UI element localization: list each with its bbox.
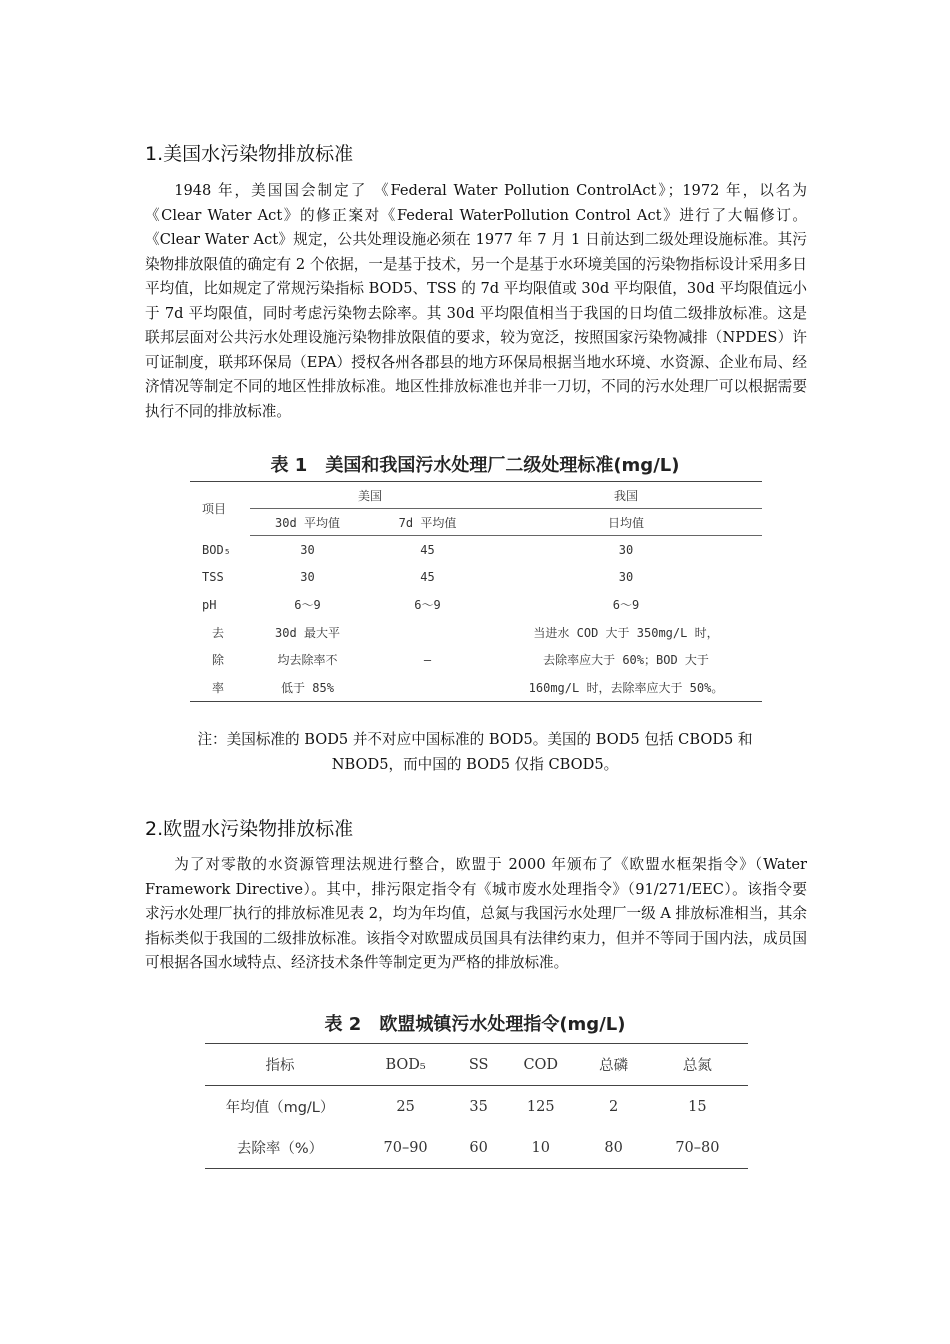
table1-row-item: pH (202, 597, 217, 612)
table1-cell: 当进水 COD 大于 350mg/L 时， (533, 625, 719, 640)
table2-caption: 表 2 欧盟城镇污水处理指令(mg/L) (324, 1014, 626, 1035)
table1-cell: 30d 最大平 (275, 625, 340, 640)
table1-note (150, 727, 800, 777)
table1-cell: 30 (618, 542, 634, 557)
table1-row-item: TSS (202, 570, 224, 585)
table1-caption: 表 1 美国和我国污水处理厂二级处理标准(mg/L) (270, 455, 680, 476)
table2-cell: 80 (604, 1139, 623, 1156)
table1-cell: – (423, 652, 432, 667)
table1-removal-item: 率 (212, 680, 225, 695)
table2-cell: 2 (608, 1098, 619, 1115)
table2-cell: 15 (688, 1098, 707, 1115)
table-row (205, 1127, 748, 1169)
table1-cell: 45 (420, 570, 435, 585)
table2-cell: 60 (469, 1139, 488, 1156)
table-row (205, 1086, 748, 1128)
table2-cell: 125 (526, 1098, 555, 1115)
table1-row-item: BOD₅ (202, 542, 231, 557)
table2-cell: 10 (531, 1139, 550, 1156)
table2-header-cell: 总磷 (580, 1044, 646, 1086)
table2-header-cell: 总氮 (647, 1044, 748, 1086)
section2-heading: 2.欧盟水污染物排放标准 (145, 818, 354, 840)
table1-header-item: 项目 (202, 502, 227, 517)
table1 (190, 481, 762, 702)
table1-sub-us-30d: 30d 平均值 (250, 509, 365, 536)
table-row (190, 619, 762, 647)
table-row (190, 536, 762, 564)
table-row (190, 564, 762, 592)
table1-sub-cn: 日均值 (490, 509, 762, 536)
table2 (205, 1043, 748, 1169)
table1-cell: 6～9 (414, 598, 441, 613)
table1-header-cn: 我国 (613, 488, 638, 503)
table2-header-cell: SS (456, 1044, 501, 1086)
table1-cell: 30 (618, 570, 634, 585)
table2-cell: 35 (469, 1098, 488, 1115)
table1-removal-item: 除 (212, 653, 225, 668)
table2-row-label: 去除率（%） (236, 1141, 324, 1157)
table1-cell: 均去除率不 (277, 653, 338, 668)
table2-cell: 70–80 (675, 1139, 720, 1156)
table1-cell: 45 (420, 542, 435, 557)
table1-cell: 30 (300, 542, 315, 557)
section2-paragraph: 为了对零散的水资源管理法规进行整合，欧盟于 2000 年颁布了《欧盟水框架指令》（Water Framework Directive）。其中，排污限定指令有《城市废水处理指令》（91/271/EEC）。该指令要求污水处理厂执行的排放标准见表 2，均为年均值，总氮与我国污水处理厂一级 A 排放标准相当，其余指标类似于我国的二级排放标准。该指令对欧盟成员国具有法律约束力，但并不等同于国内法，成员国可根据各国水域特点、经济技术条件等制定更为严格的排放标准。 (145, 856, 807, 971)
table-header-row (205, 1044, 748, 1086)
table1-header-us: 美国 (357, 488, 382, 503)
table1-cell: 去除率应大于 60%；BOD 大于 (543, 653, 709, 668)
table2-header-cell: BOD₅ (355, 1044, 456, 1086)
table1-cell: 低于 85% (281, 680, 334, 695)
table1-cell: 30 (300, 570, 315, 585)
table2-row-label: 年均值（mg/L） (225, 1100, 335, 1116)
table2-header-cell: 指标 (205, 1044, 355, 1086)
table1-cell: 6～9 (294, 598, 321, 613)
table2-header-cell: COD (501, 1044, 580, 1086)
note-line: 注：美国标准的 BOD5 并不对应中国标准的 BOD5。美国的 BOD5 包括 CBOD5 和 (197, 731, 753, 748)
table2-cell: 25 (396, 1098, 415, 1115)
table2-cell: 70–90 (383, 1139, 428, 1156)
section1-paragraph: 1948 年，美国国会制定了 《Federal Water Pollution ControlAct》；1972 年，以名为《Clear Water Act》的修正案对《Federal WaterPollution Control Act》进行了大幅修订。《Clear Water Act》规定，公共处理设施必须在 1977 年 7 月 1 日前达到二级处理设施标准。其污染物排放限值的确定有 2 个依据，一是基于技术，另一个是基于水环境美国的污染物指标设计采用多日平均值，比如规定了常规污染指标 BOD5、TSS 的 7d 平均限值或 30d 平均限值，30d 平均限值远小于 7d 平均限值，同时考虑污染物去除率。其 30d 平均限值相当于我国的日均值二级排放标准。这是联邦层面对公共污水处理设施污染物排放限值的要求，较为宽泛，按照国家污染物减排（NPDES）许可证制度，联邦环保局（EPA）授权各州各郡县的地方环保局根据当地水环境、水资源、企业布局、经济情况等制定不同的地区性排放标准。地区性排放标准也并非一刀切，不同的污水处理厂可以根据需要执行不同的排放标准。 (145, 182, 807, 420)
table1-cell: 160mg/L 时，去除率应大于 50%。 (528, 680, 724, 695)
table1-removal-item: 去 (212, 625, 225, 640)
section1-heading: 1.美国水污染物排放标准 (145, 143, 354, 165)
table-row (190, 591, 762, 619)
table1-cell: 6～9 (612, 598, 640, 613)
note-line: NBOD5，而中国的 BOD5 仅指 CBOD5。 (331, 756, 619, 773)
table1-sub-us-7d: 7d 平均值 (365, 509, 490, 536)
